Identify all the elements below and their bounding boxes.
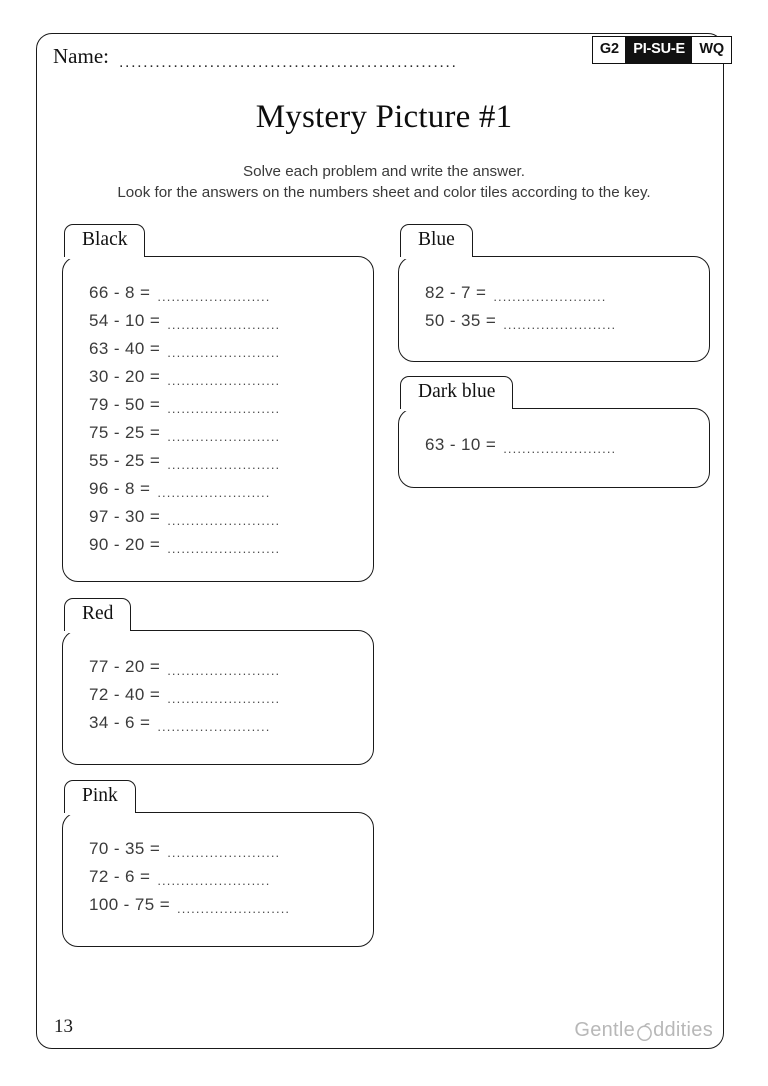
badge-type: WQ bbox=[691, 36, 732, 64]
problem-expression: 54 - 10 = bbox=[89, 310, 161, 330]
page-number: 13 bbox=[54, 1016, 73, 1037]
problem-expression: 72 - 40 = bbox=[89, 684, 161, 704]
problem-expression: 70 - 35 = bbox=[89, 838, 161, 858]
problem-row bbox=[89, 503, 353, 531]
name-field-row bbox=[53, 44, 523, 69]
name-input[interactable]: ........................................................ bbox=[118, 54, 458, 70]
problem-row bbox=[89, 653, 353, 681]
problem-list-pink bbox=[63, 813, 373, 939]
brand-logo-text-2: ddities bbox=[653, 1019, 713, 1041]
answer-blank[interactable]: ........................ bbox=[157, 288, 271, 304]
problem-expression: 96 - 8 = bbox=[89, 478, 151, 498]
problem-list-red bbox=[63, 631, 373, 757]
problem-row bbox=[89, 307, 353, 335]
problem-row bbox=[425, 307, 689, 335]
problem-row bbox=[89, 863, 353, 891]
problem-expression: 72 - 6 = bbox=[89, 866, 151, 886]
answer-blank[interactable]: ........................ bbox=[167, 456, 281, 472]
problem-expression: 82 - 7 = bbox=[425, 282, 487, 302]
name-label: Name: bbox=[53, 44, 109, 68]
answer-blank[interactable]: ........................ bbox=[503, 316, 617, 332]
problem-expression: 30 - 20 = bbox=[89, 366, 161, 386]
answer-blank[interactable]: ........................ bbox=[157, 872, 271, 888]
problem-row bbox=[89, 681, 353, 709]
problem-list-dark-blue bbox=[399, 409, 709, 479]
problem-row bbox=[89, 709, 353, 737]
problem-row bbox=[89, 279, 353, 307]
answer-blank[interactable]: ........................ bbox=[177, 900, 291, 916]
group-tab-pink: Pink bbox=[64, 780, 136, 813]
problem-row bbox=[89, 835, 353, 863]
answer-blank[interactable]: ........................ bbox=[167, 540, 281, 556]
answer-blank[interactable]: ........................ bbox=[167, 662, 281, 678]
problem-row bbox=[89, 475, 353, 503]
group-card-dark-blue bbox=[398, 408, 710, 488]
problem-expression: 66 - 8 = bbox=[89, 282, 151, 302]
problem-expression: 34 - 6 = bbox=[89, 712, 151, 732]
problem-row bbox=[89, 447, 353, 475]
problem-expression: 55 - 25 = bbox=[89, 450, 161, 470]
problem-row bbox=[89, 335, 353, 363]
badge-code: PI-SU-E bbox=[625, 36, 693, 64]
problem-expression: 77 - 20 = bbox=[89, 656, 161, 676]
problem-expression: 75 - 25 = bbox=[89, 422, 161, 442]
group-black bbox=[62, 224, 374, 582]
problem-expression: 90 - 20 = bbox=[89, 534, 161, 554]
problem-expression: 63 - 10 = bbox=[425, 434, 497, 454]
answer-blank[interactable]: ........................ bbox=[503, 440, 617, 456]
group-tab-red: Red bbox=[64, 598, 131, 631]
problem-list-blue bbox=[399, 257, 709, 355]
page-title: Mystery Picture #1 bbox=[255, 99, 513, 135]
group-blue bbox=[398, 224, 710, 362]
brand-logo bbox=[574, 1019, 713, 1042]
problem-row bbox=[425, 431, 689, 459]
group-card-red bbox=[62, 630, 374, 765]
problem-row bbox=[89, 363, 353, 391]
group-card-black bbox=[62, 256, 374, 582]
problem-row bbox=[89, 891, 353, 919]
egg-icon bbox=[636, 1021, 653, 1041]
group-red bbox=[62, 598, 374, 765]
group-pink bbox=[62, 780, 374, 947]
group-dark-blue bbox=[398, 376, 710, 488]
problem-row bbox=[425, 279, 689, 307]
answer-blank[interactable]: ........................ bbox=[167, 344, 281, 360]
answer-blank[interactable]: ........................ bbox=[167, 316, 281, 332]
answer-blank[interactable]: ........................ bbox=[167, 512, 281, 528]
instructions bbox=[48, 161, 720, 203]
answer-blank[interactable]: ........................ bbox=[493, 288, 607, 304]
answer-blank[interactable]: ........................ bbox=[157, 484, 271, 500]
problem-expression: 100 - 75 = bbox=[89, 894, 171, 914]
group-tab-dark-blue: Dark blue bbox=[400, 376, 513, 409]
answer-blank[interactable]: ........................ bbox=[167, 844, 281, 860]
problem-list-black bbox=[63, 257, 373, 579]
problem-expression: 97 - 30 = bbox=[89, 506, 161, 526]
problem-row bbox=[89, 391, 353, 419]
answer-blank[interactable]: ........................ bbox=[167, 372, 281, 388]
problem-expression: 79 - 50 = bbox=[89, 394, 161, 414]
group-card-blue bbox=[398, 256, 710, 362]
answer-blank[interactable]: ........................ bbox=[167, 400, 281, 416]
group-tab-black: Black bbox=[64, 224, 145, 257]
problem-expression: 63 - 40 = bbox=[89, 338, 161, 358]
problem-row bbox=[89, 419, 353, 447]
answer-blank[interactable]: ........................ bbox=[167, 428, 281, 444]
problem-expression: 50 - 35 = bbox=[425, 310, 497, 330]
answer-blank[interactable]: ........................ bbox=[157, 718, 271, 734]
problem-row bbox=[89, 531, 353, 559]
brand-logo-text-1: Gentle bbox=[574, 1019, 636, 1041]
badge-grade: G2 bbox=[592, 36, 627, 64]
instructions-line-2: Look for the answers on the numbers sheet and color tiles according to the key. bbox=[117, 184, 651, 201]
group-card-pink bbox=[62, 812, 374, 947]
header-badges bbox=[592, 36, 732, 64]
group-tab-blue: Blue bbox=[400, 224, 473, 257]
answer-blank[interactable]: ........................ bbox=[167, 690, 281, 706]
instructions-line-1: Solve each problem and write the answer. bbox=[243, 163, 525, 180]
